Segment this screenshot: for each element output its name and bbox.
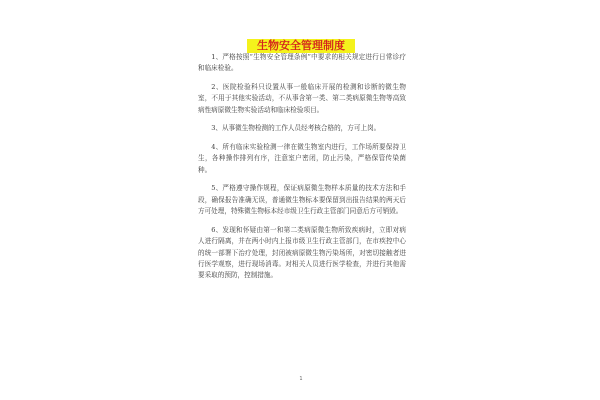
paragraph-3: 3、从事微生物检测的工作人员经考核合格的，方可上岗。: [211, 124, 381, 133]
paragraph-4: 4、所有临床实验检测一律在微生物室内进行，工作场所要保持卫生，各种操作排列有序，注意室户密闭，防止污染，严格保管传染菌种。: [198, 143, 406, 174]
paragraph-2: 2、医院检验科只设置从事一般临床开展的检测和诊断的微生物室，不用于其他实验活动，不从事含第一类、第二类病原微生物等高致病性病原微生物实验活动和临床检验项目。: [198, 83, 406, 114]
document-body: [198, 52, 406, 289]
paragraph-1: 1、严格按照“生物安全管理条例”中要求的相关规定进行日常诊疗和临床检验。: [198, 53, 406, 73]
page-number: 1: [299, 376, 303, 382]
document-title: 生物安全管理制度: [247, 39, 355, 53]
paragraph-6: 6、发现和怀疑由第一和第二类病原微生物所致疾病时，立即对病人进行隔离，并在两小时内上报市级卫生行政主管部门，在市疾控中心的统一部署下治疗处理，封闭被病原微生物污染场所，对密切接触者进行医学观察，进行现场消毒。对相关人员进行医学检查，并进行其他需要采取的预防，控制措施。: [198, 225, 406, 280]
paragraph-5: 5、严格遵守操作规程，保证病原微生物样本质量的技术方法和手段，确保报告准确无误，普通微生物标本要保留到出报告结果的两天后方可处理，特殊微生物标本经市级卫生行政主管部门同意后方可销毁。: [198, 184, 406, 216]
